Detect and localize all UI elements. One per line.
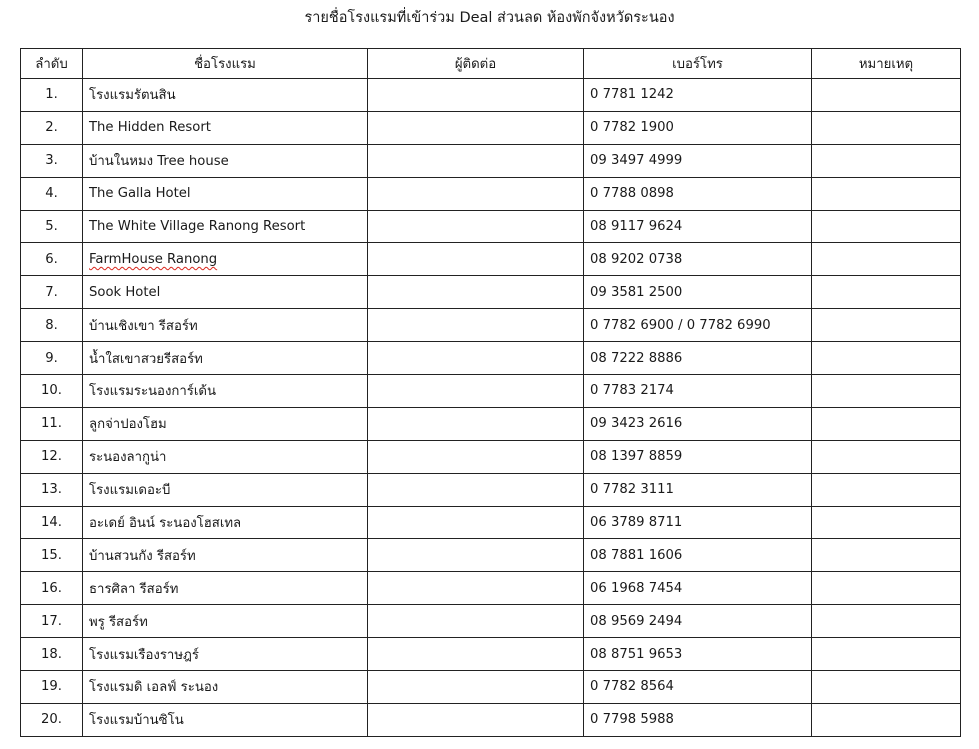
hotel-name: โรงแรมรัตนสิน [83, 79, 368, 112]
table-row [21, 276, 961, 309]
hotel-name: The White Village Ranong Resort [83, 210, 368, 243]
phone-number: 08 1397 8859 [584, 440, 812, 473]
contact-cell [368, 210, 584, 243]
row-number: 1. [21, 79, 83, 112]
row-number: 10. [21, 375, 83, 408]
hotel-name: อะเดย์ อินน์ ระนองโฮสเทล [83, 506, 368, 539]
row-number: 2. [21, 111, 83, 144]
row-number: 19. [21, 671, 83, 704]
column-header-contact: ผู้ติดต่อ [368, 49, 584, 79]
row-number: 3. [21, 144, 83, 177]
note-cell [812, 309, 961, 342]
column-header-phone: เบอร์โทร [584, 49, 812, 79]
row-number: 15. [21, 539, 83, 572]
contact-cell [368, 605, 584, 638]
table-row [21, 375, 961, 408]
table-row [21, 309, 961, 342]
contact-cell [368, 276, 584, 309]
hotel-name: โรงแรมระนองการ์เด้น [83, 375, 368, 408]
phone-number: 09 3497 4999 [584, 144, 812, 177]
table-row [21, 638, 961, 671]
row-number: 14. [21, 506, 83, 539]
contact-cell [368, 243, 584, 276]
table-row [21, 539, 961, 572]
table-row [21, 440, 961, 473]
note-cell [812, 342, 961, 375]
table-header-row [21, 49, 961, 79]
hotel-name: ระนองลากูน่า [83, 440, 368, 473]
phone-number: 0 7782 6900 / 0 7782 6990 [584, 309, 812, 342]
table-row [21, 79, 961, 112]
hotel-name: บ้านในหมง Tree house [83, 144, 368, 177]
phone-number: 09 3423 2616 [584, 407, 812, 440]
note-cell [812, 671, 961, 704]
hotel-name: บ้านสวนกัง รีสอร์ท [83, 539, 368, 572]
note-cell [812, 375, 961, 408]
note-cell [812, 210, 961, 243]
phone-number: 08 7881 1606 [584, 539, 812, 572]
hotel-name: ธารศิลา รีสอร์ท [83, 572, 368, 605]
note-cell [812, 144, 961, 177]
row-number: 9. [21, 342, 83, 375]
contact-cell [368, 638, 584, 671]
table-body [21, 79, 961, 737]
row-number: 16. [21, 572, 83, 605]
note-cell [812, 177, 961, 210]
column-header-no: ลำดับ [21, 49, 83, 79]
column-header-note: หมายเหตุ [812, 49, 961, 79]
phone-number: 0 7782 8564 [584, 671, 812, 704]
contact-cell [368, 703, 584, 736]
note-cell [812, 243, 961, 276]
phone-number: 0 7783 2174 [584, 375, 812, 408]
note-cell [812, 440, 961, 473]
hotel-name-text: FarmHouse Ranong [89, 251, 218, 267]
contact-cell [368, 111, 584, 144]
phone-number: 0 7782 1900 [584, 111, 812, 144]
phone-number: 08 8751 9653 [584, 638, 812, 671]
contact-cell [368, 473, 584, 506]
phone-number: 0 7781 1242 [584, 79, 812, 112]
contact-cell [368, 342, 584, 375]
contact-cell [368, 572, 584, 605]
row-number: 12. [21, 440, 83, 473]
note-cell [812, 506, 961, 539]
contact-cell [368, 309, 584, 342]
row-number: 18. [21, 638, 83, 671]
phone-number: 08 9569 2494 [584, 605, 812, 638]
contact-cell [368, 375, 584, 408]
table-row [21, 144, 961, 177]
table-row [21, 243, 961, 276]
hotel-name: พรู รีสอร์ท [83, 605, 368, 638]
table-row [21, 605, 961, 638]
row-number: 17. [21, 605, 83, 638]
hotel-name: โรงแรมเรืองราษฎร์ [83, 638, 368, 671]
hotel-name [83, 243, 368, 276]
contact-cell [368, 144, 584, 177]
contact-cell [368, 506, 584, 539]
contact-cell [368, 440, 584, 473]
row-number: 20. [21, 703, 83, 736]
hotel-name: โรงแรมดิ เอลฟ์ ระนอง [83, 671, 368, 704]
note-cell [812, 111, 961, 144]
row-number: 4. [21, 177, 83, 210]
page-title: รายชื่อโรงแรมที่เข้าร่วม Deal ส่วนลด ห้องพักจังหวัดระนอง [304, 10, 675, 26]
row-number: 13. [21, 473, 83, 506]
phone-number: 06 3789 8711 [584, 506, 812, 539]
row-number: 6. [21, 243, 83, 276]
phone-number: 08 9117 9624 [584, 210, 812, 243]
hotel-name: โรงแรมบ้านซิโน [83, 703, 368, 736]
phone-number: 08 9202 0738 [584, 243, 812, 276]
hotel-table [20, 48, 961, 737]
note-cell [812, 276, 961, 309]
table-row [21, 210, 961, 243]
note-cell [812, 703, 961, 736]
table-row [21, 506, 961, 539]
column-header-name: ชื่อโรงแรม [83, 49, 368, 79]
note-cell [812, 605, 961, 638]
hotel-name: The Hidden Resort [83, 111, 368, 144]
contact-cell [368, 407, 584, 440]
contact-cell [368, 177, 584, 210]
contact-cell [368, 671, 584, 704]
hotel-name: The Galla Hotel [83, 177, 368, 210]
row-number: 5. [21, 210, 83, 243]
note-cell [812, 539, 961, 572]
row-number: 11. [21, 407, 83, 440]
phone-number: 08 7222 8886 [584, 342, 812, 375]
table-row [21, 407, 961, 440]
phone-number: 06 1968 7454 [584, 572, 812, 605]
note-cell [812, 473, 961, 506]
row-number: 7. [21, 276, 83, 309]
contact-cell [368, 79, 584, 112]
note-cell [812, 407, 961, 440]
contact-cell [368, 539, 584, 572]
phone-number: 09 3581 2500 [584, 276, 812, 309]
phone-number: 0 7782 3111 [584, 473, 812, 506]
table-row [21, 572, 961, 605]
table-row [21, 342, 961, 375]
table-row [21, 703, 961, 736]
phone-number: 0 7798 5988 [584, 703, 812, 736]
table-row [21, 473, 961, 506]
table-row [21, 177, 961, 210]
note-cell [812, 79, 961, 112]
hotel-name: Sook Hotel [83, 276, 368, 309]
hotel-name: ลูกจ่าปองโฮม [83, 407, 368, 440]
table-row [21, 671, 961, 704]
note-cell [812, 572, 961, 605]
table-row [21, 111, 961, 144]
hotel-name: โรงแรมเดอะบี [83, 473, 368, 506]
phone-number: 0 7788 0898 [584, 177, 812, 210]
note-cell [812, 638, 961, 671]
row-number: 8. [21, 309, 83, 342]
hotel-name: บ้านเชิงเขา รีสอร์ท [83, 309, 368, 342]
hotel-name: น้ำใสเขาสวยรีสอร์ท [83, 342, 368, 375]
